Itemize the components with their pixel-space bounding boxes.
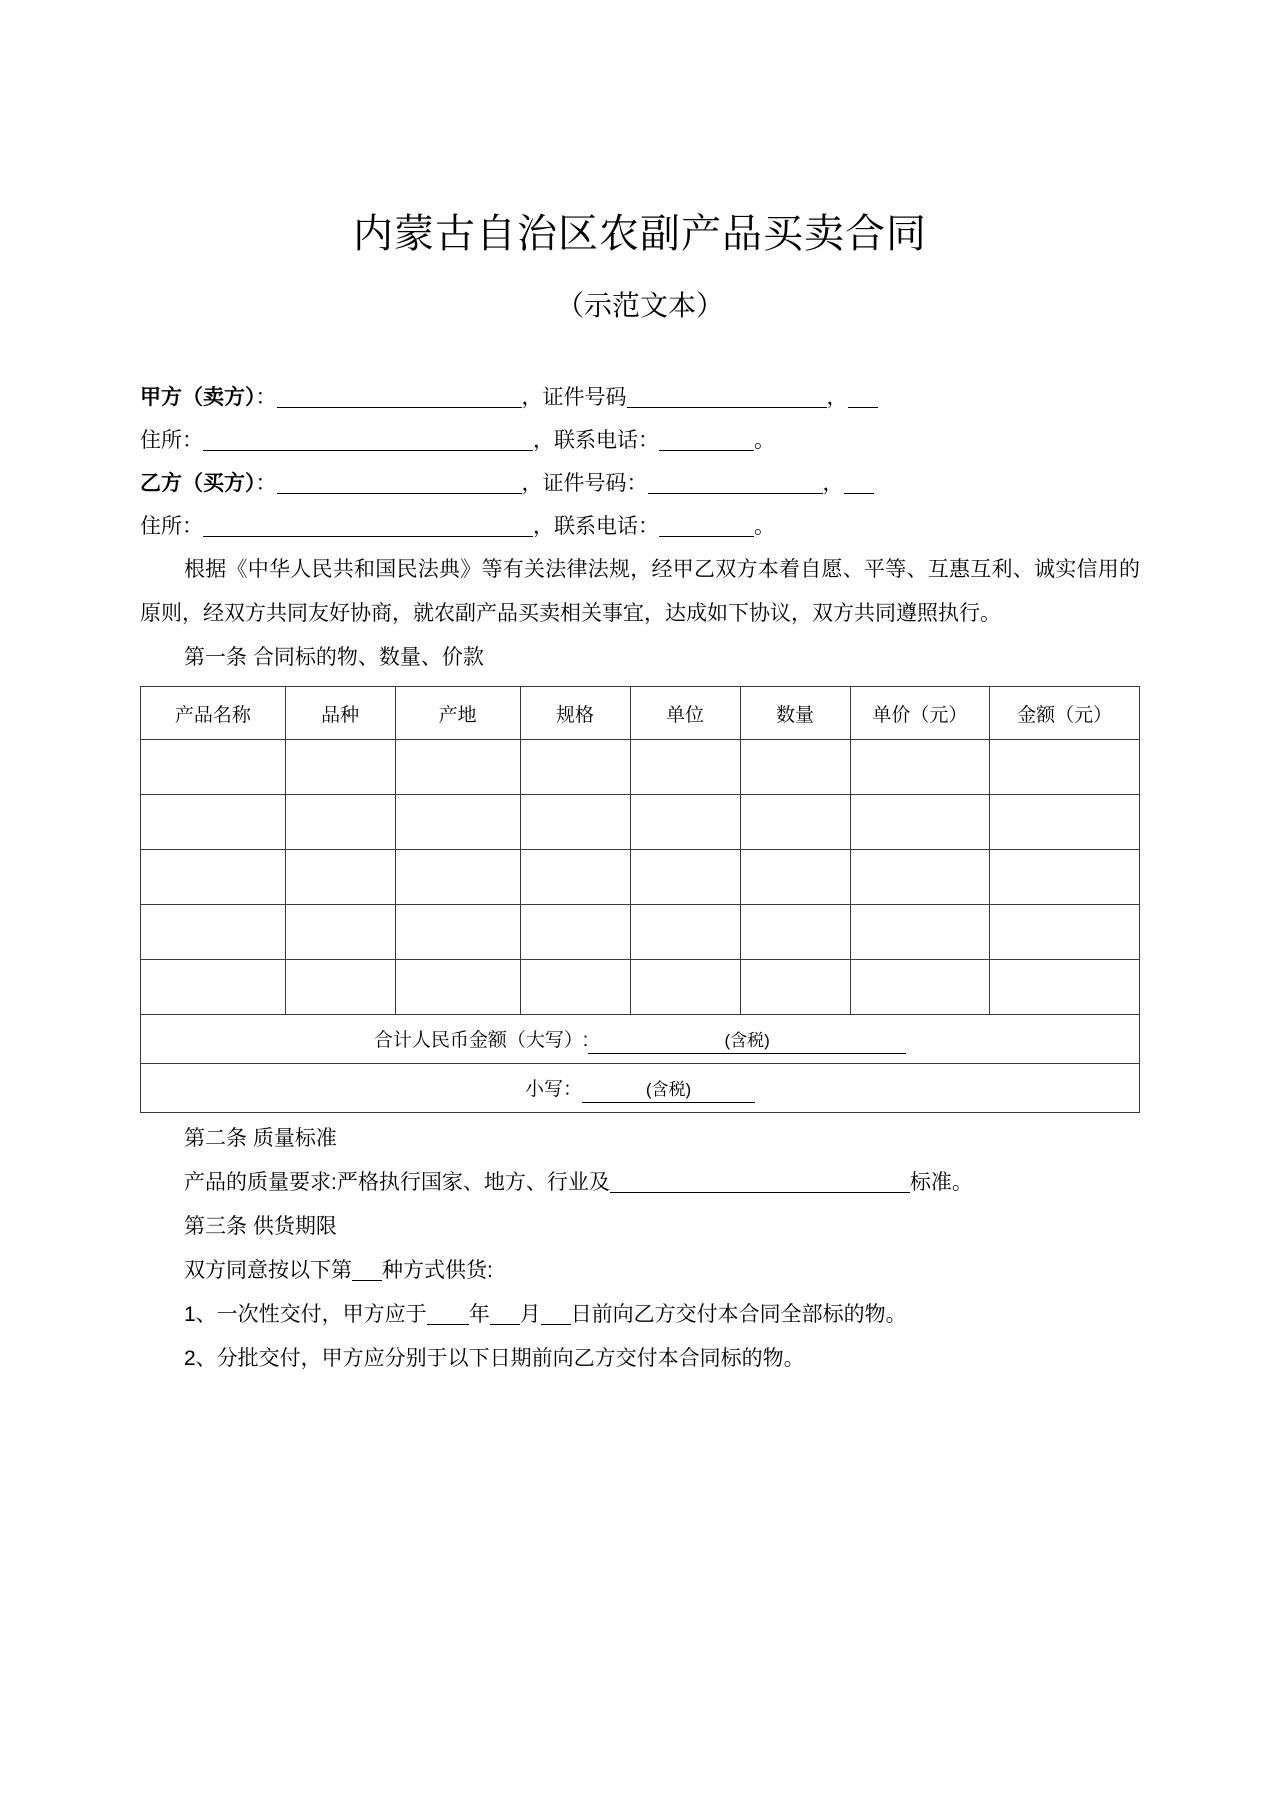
seller-id-label: ，证件号码 bbox=[521, 386, 627, 410]
table-header-row bbox=[141, 687, 1140, 740]
seller-phone-colon: ： bbox=[638, 429, 659, 453]
cell-amount[interactable] bbox=[990, 850, 1140, 905]
table-total-uppercase-row bbox=[141, 1015, 1140, 1064]
cell-spec[interactable] bbox=[520, 795, 630, 850]
seller-colon: ： bbox=[255, 386, 277, 410]
seller-phone-blank[interactable] bbox=[659, 431, 754, 451]
clause3-intro bbox=[140, 1249, 1140, 1293]
cell-variety[interactable] bbox=[285, 960, 395, 1015]
buyer-phone-label: ，联系电话 bbox=[533, 515, 638, 539]
seller-period: 。 bbox=[754, 429, 775, 453]
cell-quantity[interactable] bbox=[740, 740, 850, 795]
seller-id-blank-extra[interactable] bbox=[848, 388, 878, 408]
col-amount: 金额（元） bbox=[990, 687, 1140, 740]
cell-quantity[interactable] bbox=[740, 850, 850, 905]
seller-line bbox=[140, 376, 1140, 419]
parties-section bbox=[140, 376, 1140, 548]
seller-id-blank[interactable] bbox=[627, 388, 827, 408]
cell-product-name[interactable] bbox=[141, 850, 286, 905]
col-origin: 产地 bbox=[395, 687, 520, 740]
total-uppercase-cell bbox=[141, 1015, 1140, 1064]
cell-unit[interactable] bbox=[630, 795, 740, 850]
buyer-line bbox=[140, 462, 1140, 505]
seller-name-blank[interactable] bbox=[277, 388, 522, 408]
cell-origin[interactable] bbox=[395, 960, 520, 1015]
cell-product-name[interactable] bbox=[141, 960, 286, 1015]
total-lowercase-label: 小写： bbox=[524, 1078, 582, 1100]
table-row bbox=[141, 795, 1140, 850]
seller-label: 甲方（卖方） bbox=[140, 386, 256, 410]
seller-id-trailing: ， bbox=[826, 386, 848, 410]
seller-address-label: 住所 bbox=[140, 429, 182, 453]
buyer-id-trailing: ， bbox=[822, 472, 844, 496]
cell-unit-price[interactable] bbox=[850, 960, 990, 1015]
cell-quantity[interactable] bbox=[740, 905, 850, 960]
seller-phone-label: ，联系电话 bbox=[533, 429, 638, 453]
clause2-heading: 第二条 质量标准 bbox=[184, 1127, 337, 1151]
clause3-item1-month-blank[interactable] bbox=[490, 1305, 520, 1325]
clause3-item1-year: 年 bbox=[468, 1303, 490, 1327]
clause3-method-blank[interactable] bbox=[352, 1261, 382, 1281]
goods-table-body bbox=[141, 740, 1140, 1113]
cell-origin[interactable] bbox=[395, 850, 520, 905]
col-quantity: 数量 bbox=[740, 687, 850, 740]
page-title: 内蒙古自治区农副产品买卖合同 bbox=[353, 212, 927, 256]
cell-product-name[interactable] bbox=[141, 905, 286, 960]
table-row bbox=[141, 960, 1140, 1015]
total-uppercase-tax-note: (含税) bbox=[724, 1030, 770, 1050]
buyer-name-blank[interactable] bbox=[277, 474, 522, 494]
cell-spec[interactable] bbox=[520, 850, 630, 905]
cell-variety[interactable] bbox=[285, 850, 395, 905]
total-uppercase-label: 合计人民币金额（大写）: bbox=[373, 1029, 589, 1051]
cell-spec[interactable] bbox=[520, 905, 630, 960]
clause3-item1-prefix: 1、一次性交付，甲方应于 bbox=[184, 1303, 427, 1327]
cell-origin[interactable] bbox=[395, 795, 520, 850]
clause2-standard-blank[interactable] bbox=[610, 1173, 910, 1193]
buyer-colon: ： bbox=[255, 472, 277, 496]
cell-product-name[interactable] bbox=[141, 740, 286, 795]
buyer-id-colon: ： bbox=[626, 472, 648, 496]
cell-unit-price[interactable] bbox=[850, 850, 990, 905]
cell-amount[interactable] bbox=[990, 795, 1140, 850]
buyer-id-blank-extra[interactable] bbox=[844, 474, 874, 494]
seller-address-line bbox=[140, 419, 1140, 462]
table-row bbox=[141, 850, 1140, 905]
cell-spec[interactable] bbox=[520, 740, 630, 795]
clause3-heading: 第三条 供货期限 bbox=[184, 1215, 337, 1239]
col-unit-price: 单价（元） bbox=[850, 687, 990, 740]
cell-quantity[interactable] bbox=[740, 960, 850, 1015]
buyer-phone-blank[interactable] bbox=[659, 517, 754, 537]
cell-amount[interactable] bbox=[990, 960, 1140, 1015]
cell-variety[interactable] bbox=[285, 905, 395, 960]
buyer-address-label: 住所 bbox=[140, 515, 182, 539]
col-product-name: 产品名称 bbox=[141, 687, 286, 740]
table-row bbox=[141, 905, 1140, 960]
cell-amount[interactable] bbox=[990, 740, 1140, 795]
total-lowercase-tax-note: (含税) bbox=[645, 1079, 692, 1099]
clause1-heading: 第一条 合同标的物、数量、价款 bbox=[184, 646, 484, 670]
buyer-id-blank[interactable] bbox=[648, 474, 823, 494]
clause3-item1-day: 日前向乙方交付本合同全部标的物。 bbox=[570, 1303, 907, 1327]
cell-amount[interactable] bbox=[990, 905, 1140, 960]
cell-unit-price[interactable] bbox=[850, 905, 990, 960]
page-subtitle: （示范文本） bbox=[555, 290, 724, 321]
clause2-body bbox=[140, 1161, 1140, 1205]
clause3-item1 bbox=[140, 1293, 1140, 1337]
buyer-label: 乙方（买方） bbox=[140, 472, 256, 496]
clause3-item1-day-blank[interactable] bbox=[541, 1305, 571, 1325]
clause3-item1-month: 月 bbox=[519, 1303, 541, 1327]
buyer-address-blank[interactable] bbox=[203, 517, 533, 537]
goods-table-head bbox=[141, 687, 1140, 740]
preamble-paragraph: 根据《中华人民共和国民法典》等有关法律法规，经甲乙双方本着自愿、平等、互惠互利、诚实信用的原则，经双方共同友好协商，就农副产品买卖相关事宜，达成如下协议，双方共同遵照执行。 bbox=[140, 558, 1140, 626]
cell-unit-price[interactable] bbox=[850, 740, 990, 795]
col-unit: 单位 bbox=[630, 687, 740, 740]
cell-unit[interactable] bbox=[630, 740, 740, 795]
cell-quantity[interactable] bbox=[740, 795, 850, 850]
cell-variety[interactable] bbox=[285, 795, 395, 850]
cell-origin[interactable] bbox=[395, 740, 520, 795]
seller-address-colon: ： bbox=[182, 429, 203, 453]
table-total-lowercase-row bbox=[141, 1064, 1140, 1113]
cell-variety[interactable] bbox=[285, 740, 395, 795]
clause3-item1-year-blank[interactable] bbox=[427, 1305, 469, 1325]
clause3-intro-prefix: 双方同意按以下第 bbox=[184, 1259, 352, 1283]
total-lowercase-cell bbox=[141, 1064, 1140, 1113]
col-variety: 品种 bbox=[285, 687, 395, 740]
seller-address-blank[interactable] bbox=[203, 431, 533, 451]
total-uppercase-blank[interactable] bbox=[588, 1026, 906, 1054]
clause2-body-suffix: 标准。 bbox=[909, 1171, 973, 1195]
col-spec: 规格 bbox=[520, 687, 630, 740]
total-lowercase-blank[interactable] bbox=[582, 1075, 755, 1103]
cell-unit-price[interactable] bbox=[850, 795, 990, 850]
buyer-phone-colon: ： bbox=[638, 515, 659, 539]
goods-table bbox=[140, 686, 1140, 1113]
buyer-id-label: ，证件号码 bbox=[521, 472, 627, 496]
buyer-address-line bbox=[140, 505, 1140, 548]
buyer-period: 。 bbox=[754, 515, 775, 539]
cell-spec[interactable] bbox=[520, 960, 630, 1015]
cell-unit[interactable] bbox=[630, 850, 740, 905]
cell-unit[interactable] bbox=[630, 905, 740, 960]
cell-product-name[interactable] bbox=[141, 795, 286, 850]
cell-unit[interactable] bbox=[630, 960, 740, 1015]
clause2-body-prefix: 产品的质量要求:严格执行国家、地方、行业及 bbox=[184, 1171, 610, 1195]
clause3-item2: 2、分批交付，甲方应分别于以下日期前向乙方交付本合同标的物。 bbox=[184, 1347, 805, 1371]
table-row bbox=[141, 740, 1140, 795]
cell-origin[interactable] bbox=[395, 905, 520, 960]
clause3-intro-suffix: 种方式供货: bbox=[382, 1259, 493, 1283]
buyer-address-colon: ： bbox=[182, 515, 203, 539]
